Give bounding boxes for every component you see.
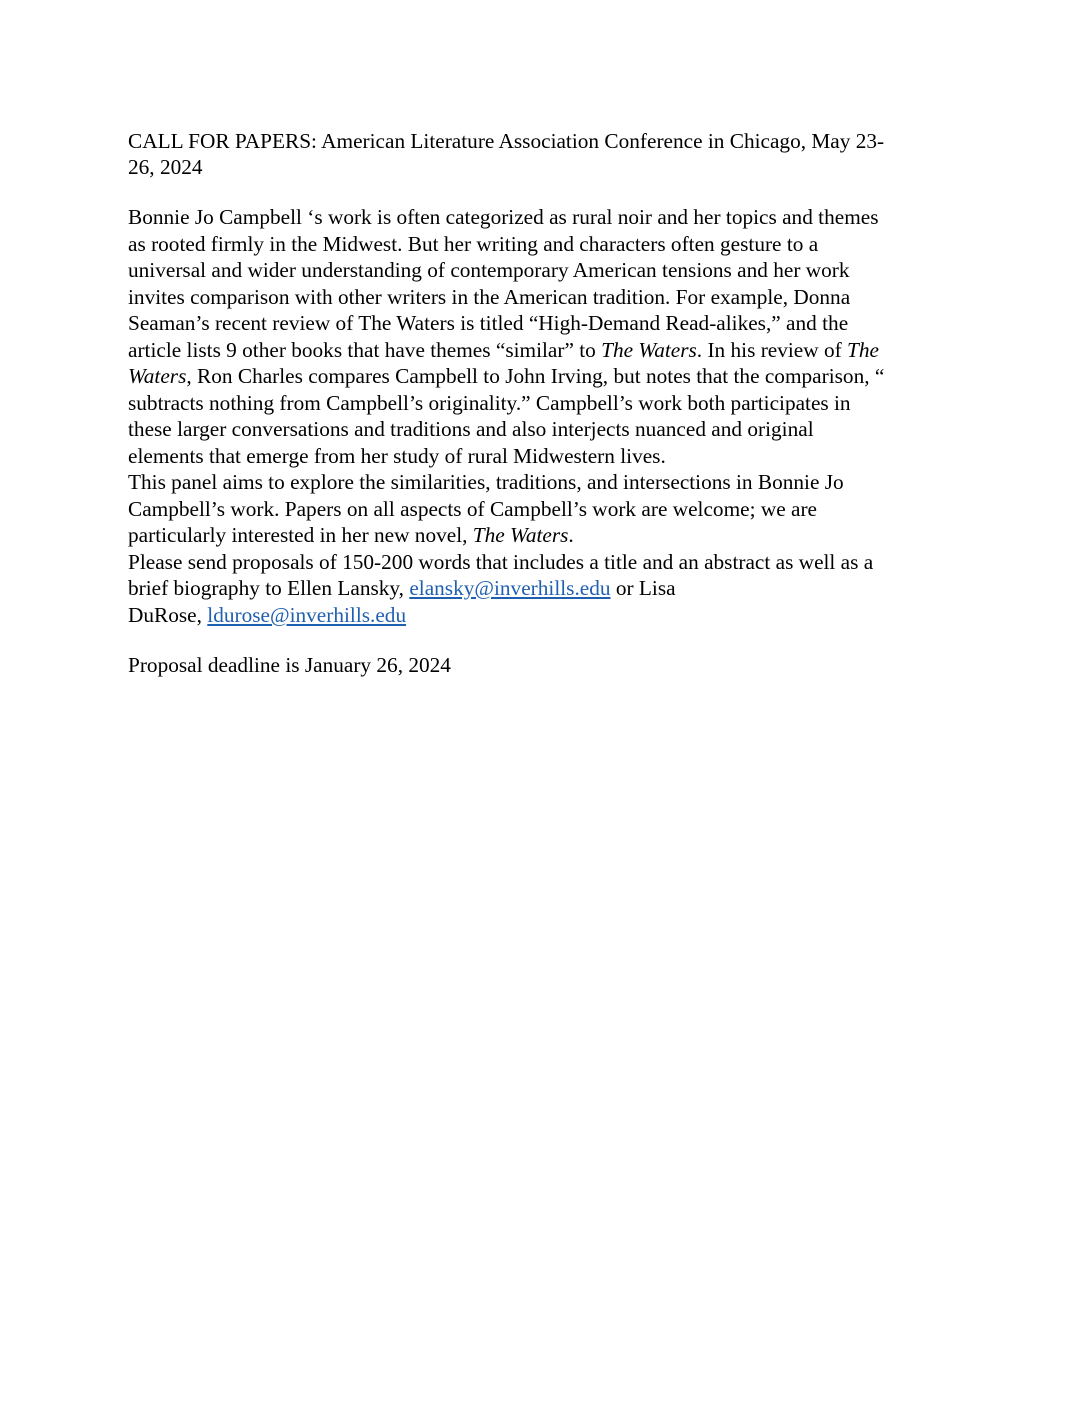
body-line [128, 575, 676, 602]
body-line: Bonnie Jo Campbell ‘s work is often categorized as rural noir and her topics and themes [128, 205, 879, 229]
body-line: elements that emerge from her study of rural Midwestern lives. [128, 444, 666, 468]
body-line [128, 337, 879, 364]
body-line: Seaman’s recent review of The Waters is titled “High-Demand Read-alikes,” and the [128, 311, 849, 335]
body-line: This panel aims to explore the similarities, traditions, and intersections in Bonnie Jo [128, 470, 844, 494]
text: . In his review of [696, 338, 848, 362]
book-title: The Waters [472, 523, 569, 547]
body-line [128, 602, 406, 629]
text: brief biography to Ellen Lansky, [128, 576, 410, 600]
body-line: Please send proposals of 150-200 words that includes a title and an abstract as well as a [128, 550, 874, 574]
email-link-ldurose[interactable]: ldurose@inverhills.edu [207, 603, 407, 627]
email-link-elansky[interactable]: elansky@inverhills.edu [409, 576, 611, 600]
text: article lists 9 other books that have themes “similar” to [128, 338, 602, 362]
body-line [128, 363, 884, 390]
text: or Lisa [610, 576, 676, 600]
title-line-1: CALL FOR PAPERS: American Literature Association Conference in Chicago, May 23- [128, 129, 885, 153]
title-line-2: 26, 2024 [128, 155, 203, 179]
text: . [568, 523, 574, 547]
book-title: The [847, 338, 879, 362]
body-line [128, 522, 574, 549]
body-line: subtracts nothing from Campbell’s originality.” Campbell’s work both participates in [128, 391, 851, 415]
text: DuRose, [128, 603, 208, 627]
body-line: Campbell’s work. Papers on all aspects of Campbell’s work are welcome; we are [128, 497, 817, 521]
deadline-text: Proposal deadline is January 26, 2024 [128, 653, 451, 677]
body-line: these larger conversations and traditions and also interjects nuanced and original [128, 417, 814, 441]
body-line: as rooted firmly in the Midwest. But her writing and characters often gesture to a [128, 232, 819, 256]
text: , Ron Charles compares Campbell to John Irving, but notes that the comparison, “ [186, 364, 885, 388]
text: particularly interested in her new novel, [128, 523, 473, 547]
body-line: universal and wider understanding of contemporary American tensions and her work [128, 258, 850, 282]
book-title: The Waters [601, 338, 697, 362]
book-title: Waters [128, 364, 187, 388]
body-line: invites comparison with other writers in the American tradition. For example, Donna [128, 285, 851, 309]
